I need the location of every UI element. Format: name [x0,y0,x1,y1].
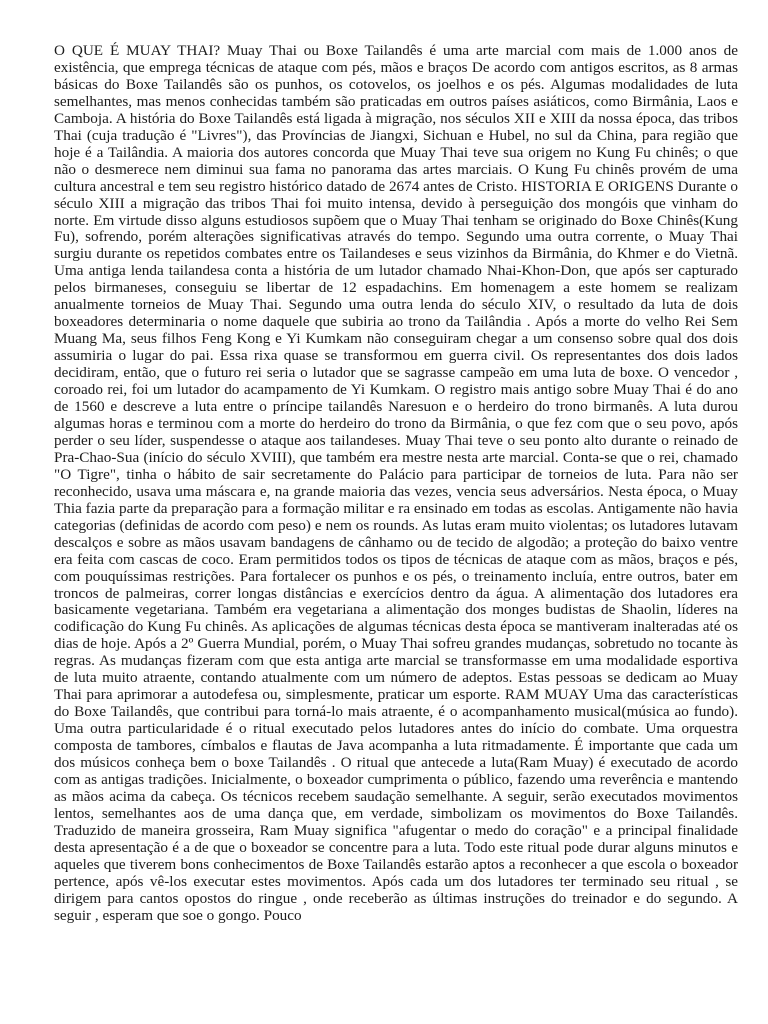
body-paragraph: O QUE É MUAY THAI? Muay Thai ou Boxe Tailandês é uma arte marcial com mais de 1.000 anos de existência, que emprega técnicas de ataque com pés, mãos e braços De acordo com antigos escritos, as 8 armas básicas do Boxe Tailandês são os punhos, os cotovelos, os joelhos e os pés. Algumas modalidades de luta semelhantes, mas menos conhecidas também são praticadas em outros países asiáticos, como Birmânia, Laos e Camboja. A história do Boxe Tailandês está ligada à migração, nos séculos XII e XIII da nossa época, das tribos Thai (cuja tradução é "Livres"), das Províncias de Jiangxi, Sichuan e Hubel, no sul da China, para região que hoje é a Tailândia. A maioria dos autores concorda que Muay Thai teve sua origem no Kung Fu chinês; o que não o desmerece nem diminui sua fama no panorama das artes marciais. O Kung Fu chinês provém de uma cultura ancestral e tem seu registro histórico datado de 2674 antes de Cristo. HISTORIA E ORIGENS Durante o século XIII a migração das tribos Thai foi muito intensa, devido à perseguição dos mongóis que vinham do norte. Em virtude disso alguns estudiosos supõem que o Muay Thai tenham se originado do Boxe Chinês(Kung Fu), sofrendo, porém alterações significativas através do tempo. Segundo uma outra corrente, o Muay Thai surgiu durante os repetidos combates entre os Tailandeses e seus vizinhos da Birmânia, do Khmer e do Vietnã. Uma antiga lenda tailandesa conta a história de um lutador chamado Nhai-Khon-Don, que após ser capturado pelos birmaneses, conseguiu se libertar de 12 espadachins. Em homenagem a este homem se realizam anualmente torneios de Muay Thai. Segundo uma outra lenda do século XIV, o resultado da luta de dois boxeadores determinaria o nome daquele que subiria ao trono da Tailândia . Após a morte do velho Rei Sem Muang Ma, seus filhos Feng Kong e Yi Kumkam não conseguiram chegar a um consenso sobre qual dos dois assumiria o lugar do pai. Essa rixa quase se transformou em guerra civil. Os representantes dos dois lados decidiram, então, que o futuro rei seria o lutador que se sagrasse campeão em uma luta de boxe. O vencedor , coroado rei, foi um lutador do acampamento de Yi Kumkam. O registro mais antigo sobre Muay Thai é do ano de 1560 e descreve a luta entre o príncipe tailandês Naresuon e o herdeiro do trono birmanês. A luta durou algumas horas e terminou com a morte do herdeiro do trono da Birmânia, o que fez com que o seu povo, após perder o seu líder, suspendesse o ataque aos tailandeses. Muay Thai teve o seu ponto alto durante o reinado de Pra-Chao-Sua (início do século XVIII), que também era mestre nesta arte marcial. Conta-se que o rei, chamado "O Tigre", tinha o hábito de sair secretamente do Palácio para participar de torneios de luta. Para não ser reconhecido, usava uma máscara e, na grande maioria das vezes, vencia seus adversários. Nesta época, o Muay Thia fazia parte da preparação para a formação militar e ra ensinado em todas as escolas. Antigamente não havia categorias (definidas de acordo com peso) e nem os rounds. As lutas eram muito violentas; os lutadores lutavam descalços e sobre as mãos usavam bandagens de cânhamo ou de tecido de algodão; a proteção do baixo ventre era feita com cascas de coco. Eram permitidos todos os tipos de técnicas de ataque com as mãos, braços e pés, com pouquíssimas restrições. Para fortalecer os punhos e os pés, o treinamento incluía, entre outros, bater em troncos de palmeiras, correr longas distâncias e exercícios dentro da água. A alimentação dos lutadores era basicamente vegetariana. Também era vegetariana a alimentação dos monges budistas de Shaolin, líderes na codificação do Kung Fu chinês. As aplicações de algumas técnicas desta época se mantiveram inalteradas até os dias de hoje. Após a 2º Guerra Mundial, porém, o Muay Thai sofreu grandes mudanças, sobretudo no tocante às regras. As mudanças fizeram com que esta antiga arte marcial se transformasse em uma modalidade esportiva de luta muito atraente, contando atualmente com um número de adeptos. Estas pessoas se dedicam ao Muay Thai para aprimorar a autodefesa ou, simplesmente, praticar um esporte. RAM MUAY Uma das características do Boxe Tailandês, que contribui para torná-lo mais atraente, é o acompanhamento musical(música ao fundo). Uma outra particularidade é o ritual executado pelos lutadores antes do início do combate. Uma orquestra composta de tambores, címbalos e flautas de Java acompanha a luta ritmadamente. É importante que cada um dos músicos conheça bem o boxe Tailandês . O ritual que antecede a luta(Ram Muay) é executado de acordo com as antigas tradições. Inicialmente, o boxeador cumprimenta o público, fazendo uma reverência e mantendo as mãos acima da cabeça. Os técnicos recebem saudação semelhante. A seguir, serão executados movimentos lentos, semelhantes aos de uma dança que, em verdade, simbolizam os movimentos do Boxe Tailandês. Traduzido de maneira grosseira, Ram Muay significa "afugentar o medo do coração" e a principal finalidade desta apresentação é a de que o boxeador se concentre para a luta. Todo este ritual pode durar alguns minutos e aqueles que tiverem bons conhecimentos de Boxe Tailandês estarão aptos a reconhecer a que escola o boxeador pertence, após vê-los executar estes movimentos. Após cada um dos lutadores ter terminado seu ritual , se dirigem para cantos opostos do ringue , onde receberão as últimas instruções do treinador e do segundo. A seguir , esperam que soe o gongo. Pouco [54,42,738,924]
